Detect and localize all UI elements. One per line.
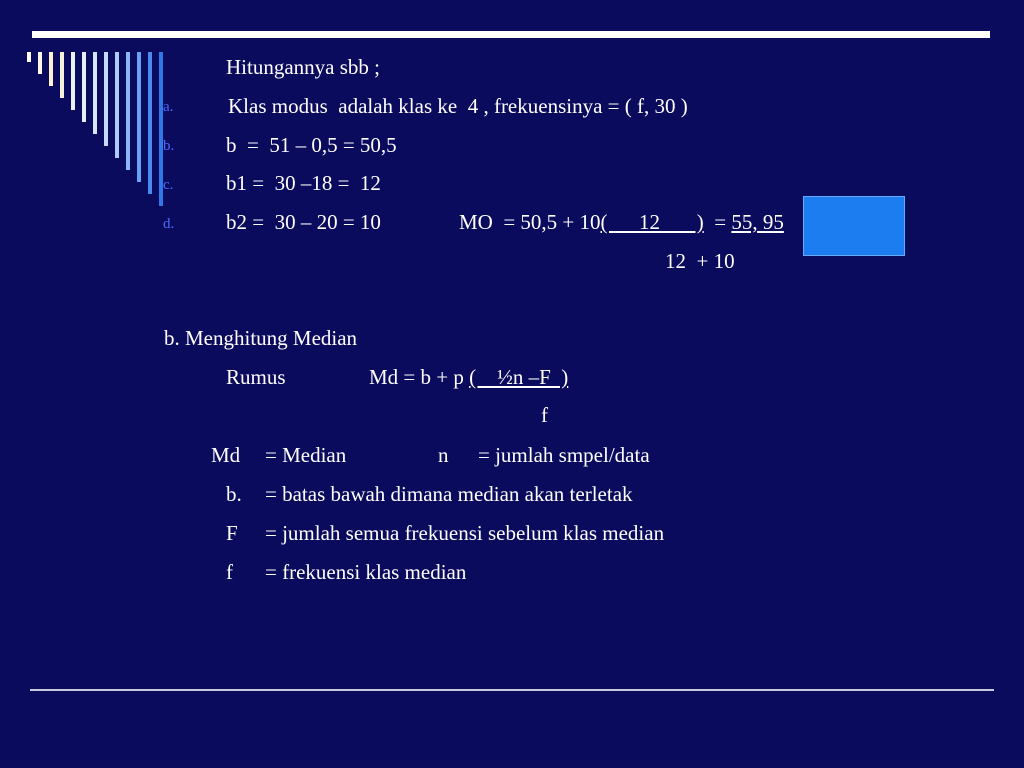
formula-fraction-top: ( ½n –F ) (469, 365, 569, 389)
list-marker: a. (163, 99, 174, 115)
def-text: = Median (265, 443, 347, 467)
stripe (49, 52, 53, 86)
def-symbol: Md (211, 443, 241, 467)
def-symbol: F (226, 521, 238, 545)
mo-fraction-top: ( 12 ) (600, 210, 704, 234)
stripe (93, 52, 97, 134)
def-symbol: n (438, 443, 449, 467)
def-symbol: f (226, 560, 233, 584)
mo-equals: = (703, 210, 732, 234)
stripe (115, 52, 119, 158)
top-rule (32, 31, 990, 38)
list-marker: c. (163, 177, 174, 193)
def-text: = batas bawah dimana median akan terletak (265, 482, 633, 506)
mo-formula (459, 210, 784, 234)
rumus-label: Rumus (226, 365, 286, 389)
list-item: b1 = 30 –18 = 12 (226, 171, 381, 195)
stripe (137, 52, 141, 182)
list-item: Klas modus adalah klas ke 4 , frekuensinya = ( f, 30 ) (228, 94, 688, 118)
list-marker: d. (163, 216, 175, 232)
def-text: = frekuensi klas median (265, 560, 467, 584)
stripe (104, 52, 108, 146)
list-item: b2 = 30 – 20 = 10 (226, 210, 381, 234)
result-highlight-box (803, 196, 905, 256)
stripe (82, 52, 86, 122)
stripe (126, 52, 130, 170)
list-marker: b. (163, 138, 175, 154)
mo-prefix: MO = 50,5 + 10 (459, 210, 601, 234)
intro-text: Hitungannya sbb ; (226, 55, 380, 79)
median-formula (369, 365, 568, 389)
stripe (71, 52, 75, 110)
stripe (60, 52, 64, 98)
formula-prefix: Md = b + p (369, 365, 470, 389)
stripe (27, 52, 31, 62)
formula-fraction-bottom: f (541, 403, 548, 427)
def-symbol: b. (226, 482, 242, 506)
def-text: = jumlah smpel/data (478, 443, 650, 467)
list-item: b = 51 – 0,5 = 50,5 (226, 133, 397, 157)
def-text: = jumlah semua frekuensi sebelum klas median (265, 521, 665, 545)
median-heading: b. Menghitung Median (164, 326, 358, 350)
mo-fraction-bottom: 12 + 10 (665, 249, 735, 273)
mo-result: 55, 95 (731, 210, 784, 234)
stripe (148, 52, 152, 194)
stripe (38, 52, 42, 74)
bottom-rule (30, 689, 994, 691)
